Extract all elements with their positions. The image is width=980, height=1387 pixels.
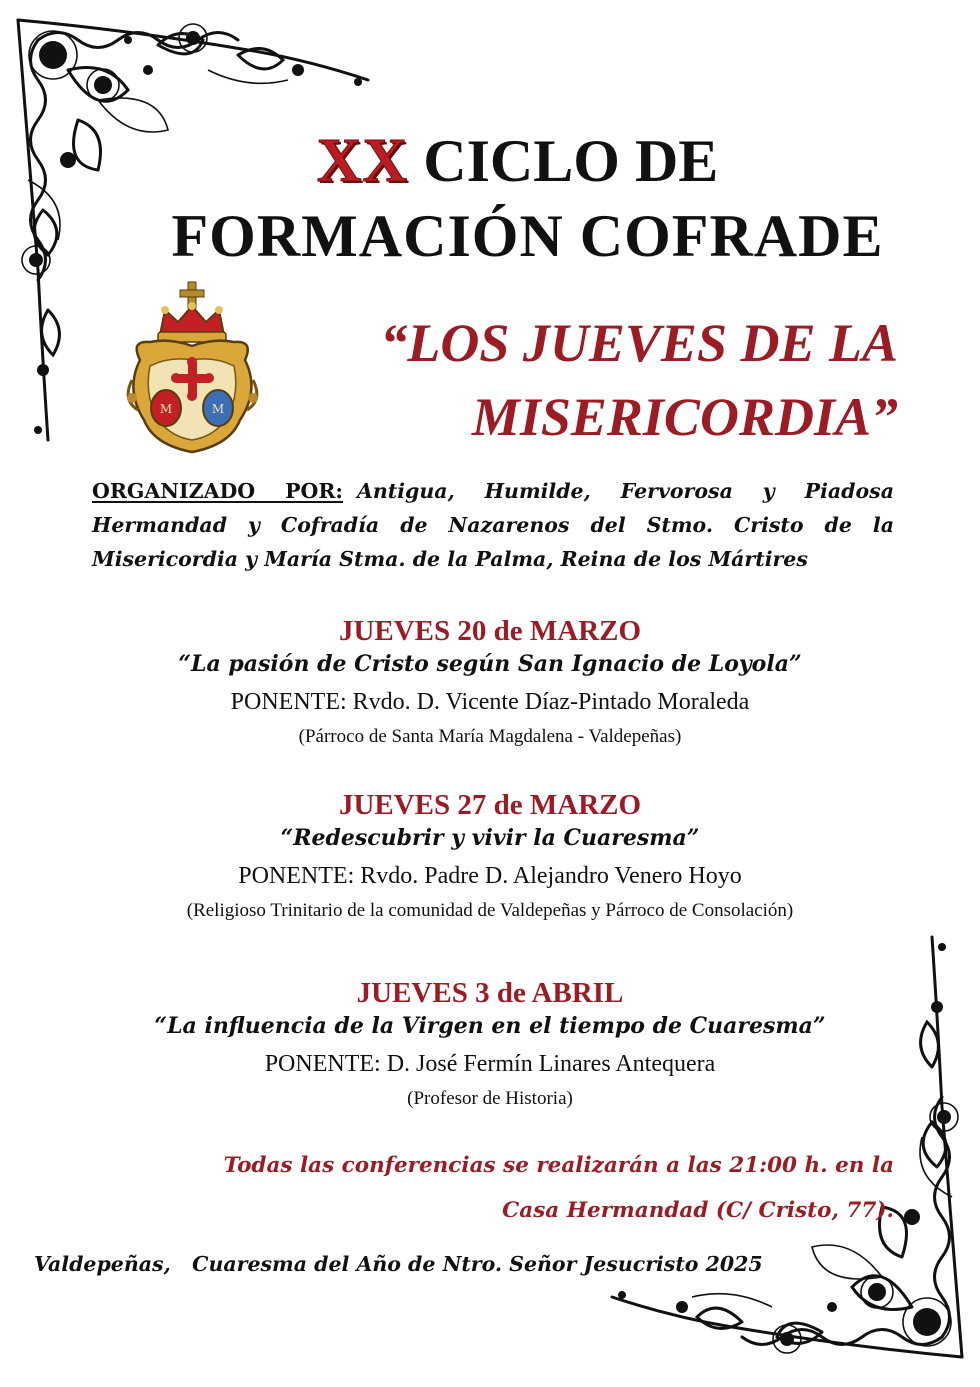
event-speaker: PONENTE: Rvdo. D. Vicente Díaz-Pintado Moraleda [230, 689, 750, 715]
page-title-line-2: FORMACIÓN COFRADE [171, 203, 884, 269]
closing-text: Cuaresma del Año de Ntro. Señor Jesucristo 2025 [192, 1252, 763, 1276]
subtitle-line-1: “LOS JUEVES DE LA [380, 313, 898, 373]
event-speaker: PONENTE: D. José Fermín Linares Antequera [264, 1051, 716, 1077]
title-line-1-text: CICLO DE [423, 128, 719, 194]
roman-numeral: XX [316, 127, 409, 195]
event-date: JUEVES 27 de MARZO [338, 789, 642, 821]
subtitle-line-2: MISERICORDIA” [471, 387, 898, 447]
organizer-paragraph [92, 474, 894, 576]
event-block-1 [0, 614, 980, 752]
organizer-text: Antigua, Humilde, Fervorosa y Piadosa Hermandad y Cofradía de Nazarenos del Stmo. Cristo de la Misericordia y María Stma. de la Palma, Reina de los Mártires [92, 479, 894, 571]
event-title: “La influencia de la Virgen en el tiempo de Cuaresma” [154, 1013, 826, 1039]
closing-line [34, 1252, 763, 1276]
event-speaker-role: (Párroco de Santa María Magdalena - Valdepeñas) [298, 726, 682, 747]
svg-text:M: M [159, 402, 173, 416]
event-block-2 [0, 788, 980, 926]
event-title: “Redescubrir y vivir la Cuaresma” [280, 825, 700, 851]
event-date: JUEVES 3 de ABRIL [356, 977, 624, 1009]
brotherhood-crest-icon [120, 280, 265, 460]
event-block-3 [0, 976, 980, 1114]
event-speaker-role: (Profesor de Historia) [407, 1088, 573, 1109]
event-title: “La pasión de Cristo según San Ignacio de Loyola” [178, 651, 802, 677]
event-speaker: PONENTE: Rvdo. Padre D. Alejandro Venero Hoyo [238, 863, 742, 889]
venue-line-2: Casa Hermandad (C/ Cristo, 77). [502, 1198, 894, 1223]
page-title-line-1 [0, 125, 980, 197]
closing-place: Valdepeñas, [34, 1252, 171, 1276]
venue-line-1: Todas las conferencias se realizarán a las 21:00 h. en la [223, 1153, 894, 1178]
event-date: JUEVES 20 de MARZO [338, 615, 642, 647]
svg-text:M: M [211, 402, 225, 416]
event-speaker-role: (Religioso Trinitario de la comunidad de Valdepeñas y Párroco de Consolación) [186, 900, 794, 921]
organizer-label: ORGANIZADO POR: [92, 479, 343, 503]
